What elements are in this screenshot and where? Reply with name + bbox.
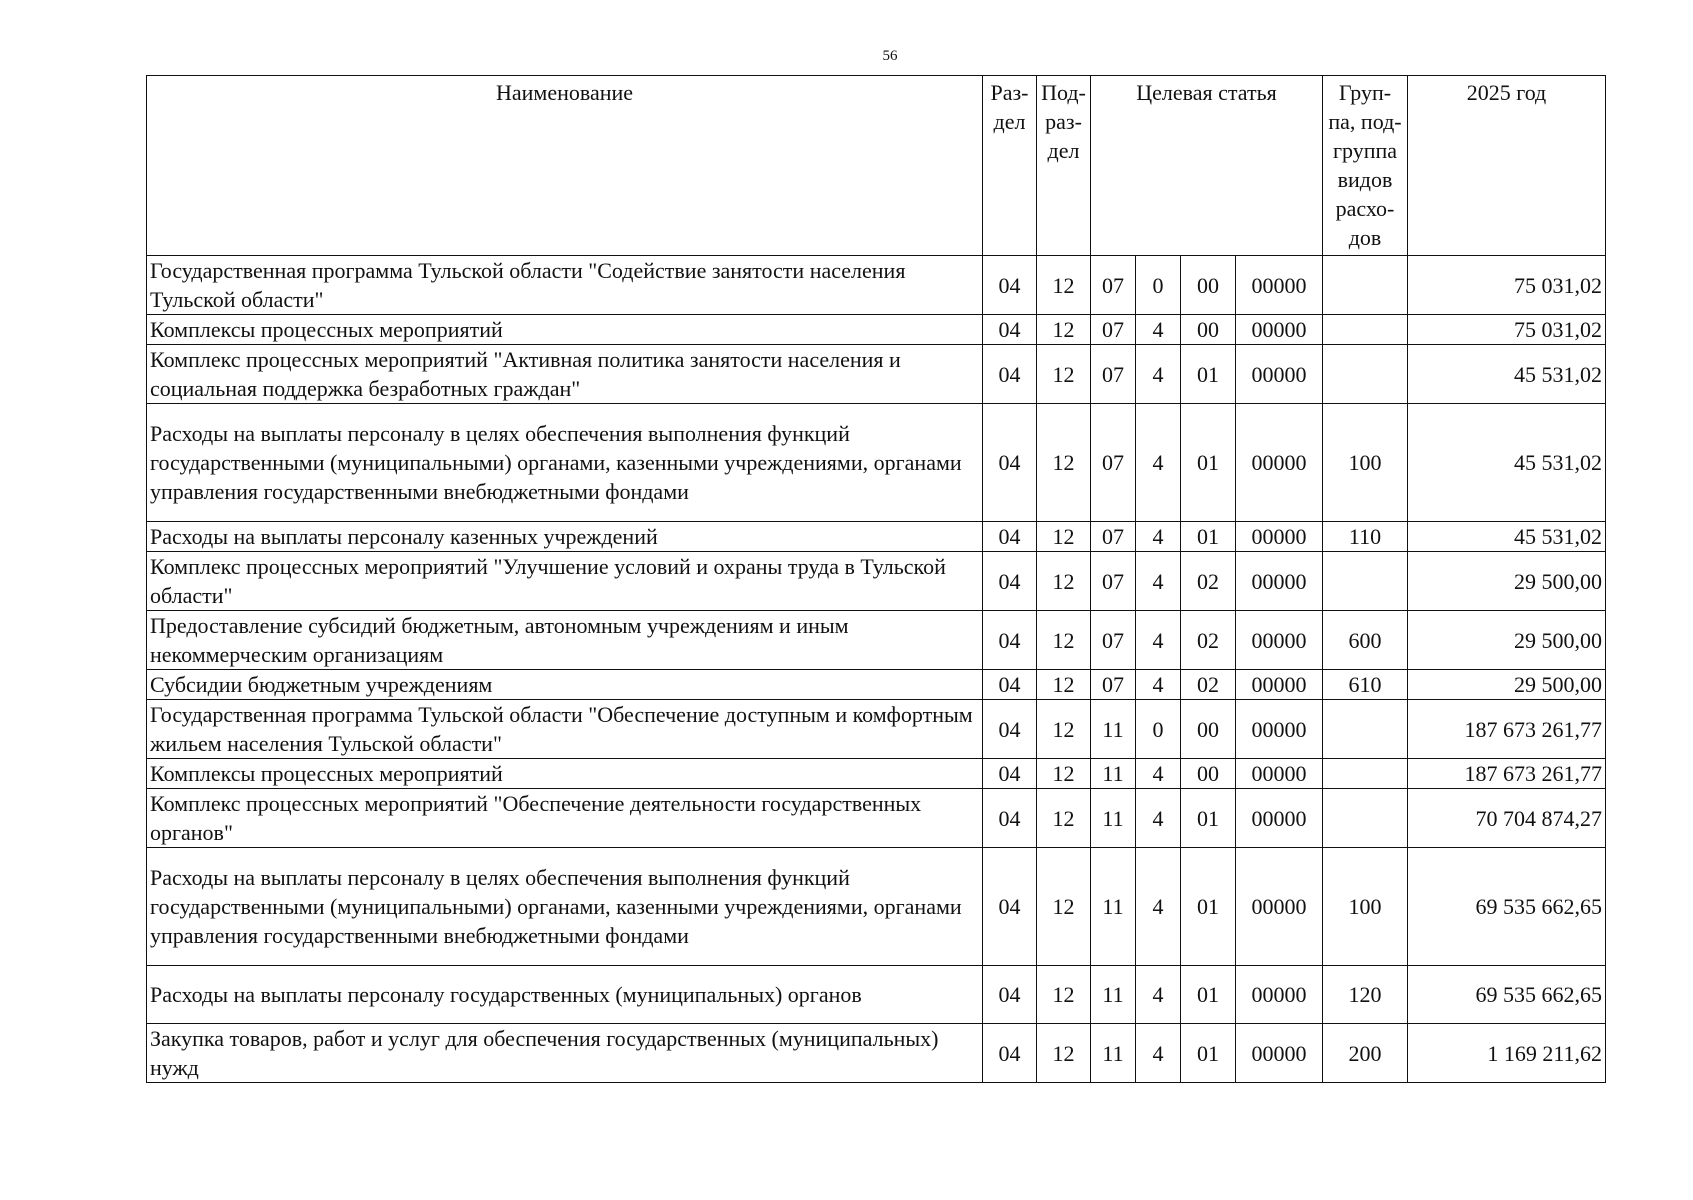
row-target-program: 07 <box>1091 256 1136 315</box>
row-name: Расходы на выплаты персоналу в целях обеспечения выполнения функций государственными (муниципальными) органами, казенными учреждениями, органами управления государственными внебюджетными фондами <box>147 848 983 966</box>
row-subsection: 12 <box>1037 522 1091 552</box>
row-amount: 45 531,02 <box>1408 522 1606 552</box>
row-name: Государственная программа Тульской области "Обеспечение доступным и комфортным жильем населения Тульской области" <box>147 700 983 759</box>
row-expense-group: 120 <box>1323 966 1408 1024</box>
row-subsection: 12 <box>1037 552 1091 611</box>
row-amount: 69 535 662,65 <box>1408 966 1606 1024</box>
row-amount: 75 031,02 <box>1408 315 1606 345</box>
row-target-direction: 00000 <box>1236 966 1323 1024</box>
row-target-complex: 02 <box>1181 611 1236 670</box>
row-target-type: 0 <box>1136 700 1181 759</box>
row-target-complex: 02 <box>1181 670 1236 700</box>
row-name: Государственная программа Тульской области "Содействие занятости населения Тульской области" <box>147 256 983 315</box>
table-row <box>147 1024 1606 1083</box>
row-target-program: 07 <box>1091 345 1136 404</box>
row-expense-group: 100 <box>1323 848 1408 966</box>
row-amount: 29 500,00 <box>1408 552 1606 611</box>
row-target-direction: 00000 <box>1236 848 1323 966</box>
row-target-type: 4 <box>1136 759 1181 789</box>
row-target-program: 07 <box>1091 315 1136 345</box>
row-expense-group: 110 <box>1323 522 1408 552</box>
row-name: Расходы на выплаты персоналу государственных (муниципальных) органов <box>147 966 983 1024</box>
row-target-direction: 00000 <box>1236 670 1323 700</box>
table-row <box>147 315 1606 345</box>
row-subsection: 12 <box>1037 848 1091 966</box>
row-expense-group <box>1323 759 1408 789</box>
row-target-type: 4 <box>1136 670 1181 700</box>
row-name: Закупка товаров, работ и услуг для обеспечения государственных (муниципальных) нужд <box>147 1024 983 1083</box>
row-amount: 70 704 874,27 <box>1408 789 1606 848</box>
row-expense-group: 200 <box>1323 1024 1408 1083</box>
row-expense-group <box>1323 345 1408 404</box>
table-row <box>147 345 1606 404</box>
table-row <box>147 404 1606 522</box>
row-section: 04 <box>983 345 1037 404</box>
row-subsection: 12 <box>1037 700 1091 759</box>
row-target-complex: 00 <box>1181 759 1236 789</box>
row-target-program: 11 <box>1091 966 1136 1024</box>
row-target-direction: 00000 <box>1236 789 1323 848</box>
row-expense-group <box>1323 789 1408 848</box>
table-row <box>147 552 1606 611</box>
row-target-program: 11 <box>1091 789 1136 848</box>
row-subsection: 12 <box>1037 966 1091 1024</box>
row-target-type: 4 <box>1136 966 1181 1024</box>
row-expense-group <box>1323 315 1408 345</box>
row-target-direction: 00000 <box>1236 1024 1323 1083</box>
row-section: 04 <box>983 522 1037 552</box>
row-expense-group: 100 <box>1323 404 1408 522</box>
row-target-type: 4 <box>1136 789 1181 848</box>
row-target-program: 11 <box>1091 848 1136 966</box>
row-subsection: 12 <box>1037 256 1091 315</box>
row-subsection: 12 <box>1037 670 1091 700</box>
row-subsection: 12 <box>1037 759 1091 789</box>
row-section: 04 <box>983 256 1037 315</box>
row-expense-group: 600 <box>1323 611 1408 670</box>
row-target-program: 07 <box>1091 611 1136 670</box>
row-target-program: 07 <box>1091 552 1136 611</box>
row-amount: 29 500,00 <box>1408 670 1606 700</box>
header-row <box>147 76 1606 256</box>
row-target-program: 11 <box>1091 1024 1136 1083</box>
row-target-complex: 00 <box>1181 700 1236 759</box>
header-expense-group: Груп- па, под- группа видов расхо- дов <box>1323 76 1408 256</box>
row-target-direction: 00000 <box>1236 611 1323 670</box>
row-section: 04 <box>983 315 1037 345</box>
row-amount: 29 500,00 <box>1408 611 1606 670</box>
row-section: 04 <box>983 789 1037 848</box>
table-row <box>147 611 1606 670</box>
row-target-program: 07 <box>1091 404 1136 522</box>
row-target-complex: 01 <box>1181 522 1236 552</box>
row-section: 04 <box>983 1024 1037 1083</box>
row-section: 04 <box>983 670 1037 700</box>
row-section: 04 <box>983 552 1037 611</box>
table-row <box>147 759 1606 789</box>
row-amount: 1 169 211,62 <box>1408 1024 1606 1083</box>
row-name: Субсидии бюджетным учреждениям <box>147 670 983 700</box>
row-target-complex: 01 <box>1181 404 1236 522</box>
row-target-type: 4 <box>1136 345 1181 404</box>
row-target-direction: 00000 <box>1236 700 1323 759</box>
row-expense-group <box>1323 552 1408 611</box>
budget-table <box>146 75 1606 1083</box>
row-target-complex: 02 <box>1181 552 1236 611</box>
row-amount: 45 531,02 <box>1408 345 1606 404</box>
table-row <box>147 966 1606 1024</box>
row-target-type: 0 <box>1136 256 1181 315</box>
row-target-program: 07 <box>1091 670 1136 700</box>
row-section: 04 <box>983 966 1037 1024</box>
page-number: 56 <box>882 48 898 64</box>
row-name: Предоставление субсидий бюджетным, автономным учреждениям и иным некоммерческим организациям <box>147 611 983 670</box>
header-year: 2025 год <box>1408 76 1606 256</box>
row-target-type: 4 <box>1136 611 1181 670</box>
row-subsection: 12 <box>1037 789 1091 848</box>
row-target-complex: 01 <box>1181 966 1236 1024</box>
header-section: Раз- дел <box>983 76 1037 256</box>
row-target-complex: 01 <box>1181 345 1236 404</box>
row-target-direction: 00000 <box>1236 315 1323 345</box>
row-target-direction: 00000 <box>1236 345 1323 404</box>
header-name: Наименование <box>147 76 983 256</box>
table-row <box>147 789 1606 848</box>
row-subsection: 12 <box>1037 611 1091 670</box>
row-section: 04 <box>983 759 1037 789</box>
row-name: Комплекс процессных мероприятий "Обеспечение деятельности государственных органов" <box>147 789 983 848</box>
row-target-type: 4 <box>1136 315 1181 345</box>
row-expense-group <box>1323 256 1408 315</box>
row-name: Расходы на выплаты персоналу в целях обеспечения выполнения функций государственными (муниципальными) органами, казенными учреждениями, органами управления государственными внебюджетными фондами <box>147 404 983 522</box>
table-row <box>147 670 1606 700</box>
row-expense-group <box>1323 700 1408 759</box>
row-name: Комплексы процессных мероприятий <box>147 759 983 789</box>
row-target-direction: 00000 <box>1236 759 1323 789</box>
row-target-direction: 00000 <box>1236 404 1323 522</box>
row-target-program: 11 <box>1091 700 1136 759</box>
table-row <box>147 256 1606 315</box>
row-name: Комплекс процессных мероприятий "Активная политика занятости населения и социальная поддержка безработных граждан" <box>147 345 983 404</box>
row-amount: 75 031,02 <box>1408 256 1606 315</box>
row-section: 04 <box>983 404 1037 522</box>
header-subsection: Под- раз- дел <box>1037 76 1091 256</box>
row-amount: 187 673 261,77 <box>1408 700 1606 759</box>
row-target-direction: 00000 <box>1236 522 1323 552</box>
row-section: 04 <box>983 848 1037 966</box>
row-target-complex: 00 <box>1181 315 1236 345</box>
row-amount: 45 531,02 <box>1408 404 1606 522</box>
row-subsection: 12 <box>1037 1024 1091 1083</box>
row-target-program: 11 <box>1091 759 1136 789</box>
row-amount: 69 535 662,65 <box>1408 848 1606 966</box>
row-amount: 187 673 261,77 <box>1408 759 1606 789</box>
row-subsection: 12 <box>1037 315 1091 345</box>
table-row <box>147 522 1606 552</box>
row-target-program: 07 <box>1091 522 1136 552</box>
table-row <box>147 848 1606 966</box>
row-expense-group: 610 <box>1323 670 1408 700</box>
row-subsection: 12 <box>1037 404 1091 522</box>
row-target-type: 4 <box>1136 522 1181 552</box>
row-name: Комплекс процессных мероприятий "Улучшение условий и охраны труда в Тульской области" <box>147 552 983 611</box>
row-target-direction: 00000 <box>1236 552 1323 611</box>
row-name: Комплексы процессных мероприятий <box>147 315 983 345</box>
row-section: 04 <box>983 700 1037 759</box>
row-target-complex: 00 <box>1181 256 1236 315</box>
row-target-type: 4 <box>1136 552 1181 611</box>
row-section: 04 <box>983 611 1037 670</box>
row-subsection: 12 <box>1037 345 1091 404</box>
row-target-type: 4 <box>1136 404 1181 522</box>
header-target-article: Целевая статья <box>1091 76 1323 256</box>
row-target-complex: 01 <box>1181 848 1236 966</box>
row-name: Расходы на выплаты персоналу казенных учреждений <box>147 522 983 552</box>
table-row <box>147 700 1606 759</box>
row-target-complex: 01 <box>1181 1024 1236 1083</box>
row-target-complex: 01 <box>1181 789 1236 848</box>
row-target-type: 4 <box>1136 1024 1181 1083</box>
row-target-type: 4 <box>1136 848 1181 966</box>
row-target-direction: 00000 <box>1236 256 1323 315</box>
